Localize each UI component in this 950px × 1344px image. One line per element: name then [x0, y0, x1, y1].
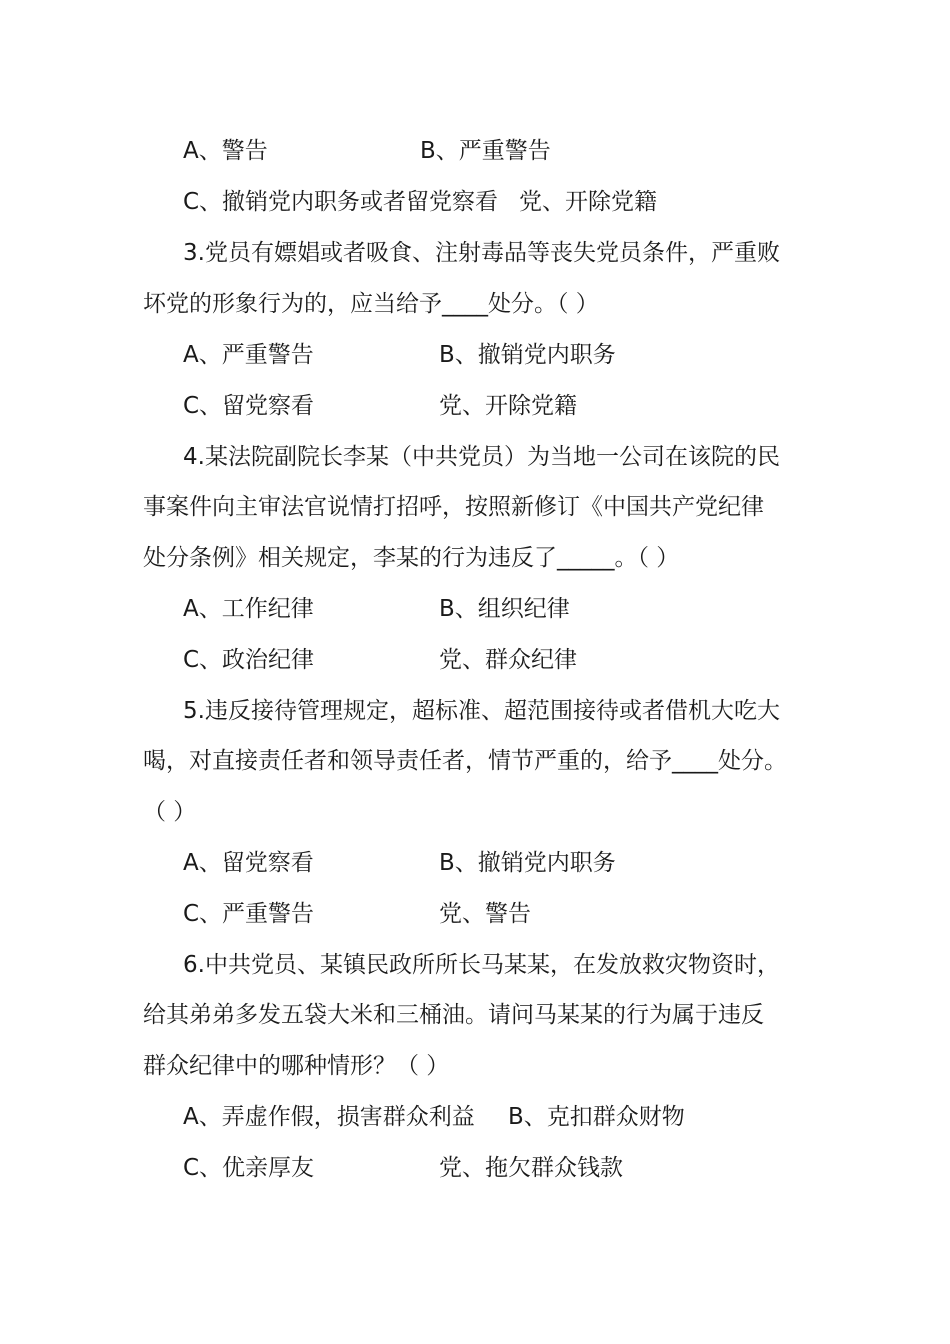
- q3-option-d: 党、开除党籍: [439, 393, 577, 419]
- q3-option-c: C、留党察看: [183, 393, 315, 419]
- q6-option-a: A、弄虚作假，损害群众利益: [183, 1104, 475, 1130]
- q3-option-a: A、严重警告: [183, 342, 314, 368]
- q2-option-c: C、撤销党内职务或者留党察看: [183, 189, 499, 215]
- q6-option-c: C、优亲厚友: [183, 1155, 315, 1181]
- q5-option-c: C、严重警告: [183, 901, 315, 927]
- q4-question-line-2: 事案件向主审法官说情打招呼，按照新修订《中国共产党纪律: [143, 494, 764, 520]
- q5-option-d: 党、警告: [439, 901, 531, 927]
- q2-option-d: 党、开除党籍: [519, 189, 657, 215]
- q5-question-line-3: （ ）: [143, 799, 197, 825]
- q4-option-c: C、政治纪律: [183, 647, 315, 673]
- q5-option-a: A、留党察看: [183, 850, 314, 876]
- q5-question-line-1: 5.违反接待管理规定，超标准、超范围接待或者借机大吃大: [183, 698, 780, 724]
- q3-option-b: B、撤销党内职务: [439, 342, 616, 368]
- q5-option-b: B、撤销党内职务: [439, 850, 616, 876]
- q6-question-line-3: 群众纪律中的哪种情形？（ ）: [143, 1053, 450, 1079]
- q3-question-line-2: 坏党的形象行为的，应当给予____处分。（ ）: [143, 291, 599, 317]
- q4-question-line-3: 处分条例》相关规定，李某的行为违反了_____。（ ）: [143, 545, 680, 571]
- q5-question-line-2: 喝，对直接责任者和领导责任者，情节严重的，给予____处分。: [143, 748, 787, 774]
- q6-question-line-1: 6.中共党员、某镇民政所所长马某某，在发放救灾物资时，: [183, 952, 780, 978]
- q6-option-d: 党、拖欠群众钱款: [439, 1155, 623, 1181]
- q2-option-b: B、严重警告: [420, 138, 551, 164]
- q4-question-line-1: 4.某法院副院长李某（中共党员）为当地一公司在该院的民: [183, 444, 780, 470]
- q6-question-line-2: 给其弟弟多发五袋大米和三桶油。请问马某某的行为属于违反: [143, 1002, 764, 1028]
- q2-option-a: A、警告: [183, 138, 268, 164]
- q4-option-b: B、组织纪律: [439, 596, 570, 622]
- q6-option-b: B、克扣群众财物: [508, 1104, 685, 1130]
- q4-option-d: 党、群众纪律: [439, 647, 577, 673]
- q3-question-line-1: 3.党员有嫖娼或者吸食、注射毒品等丧失党员条件，严重败: [183, 240, 780, 266]
- q4-option-a: A、工作纪律: [183, 596, 314, 622]
